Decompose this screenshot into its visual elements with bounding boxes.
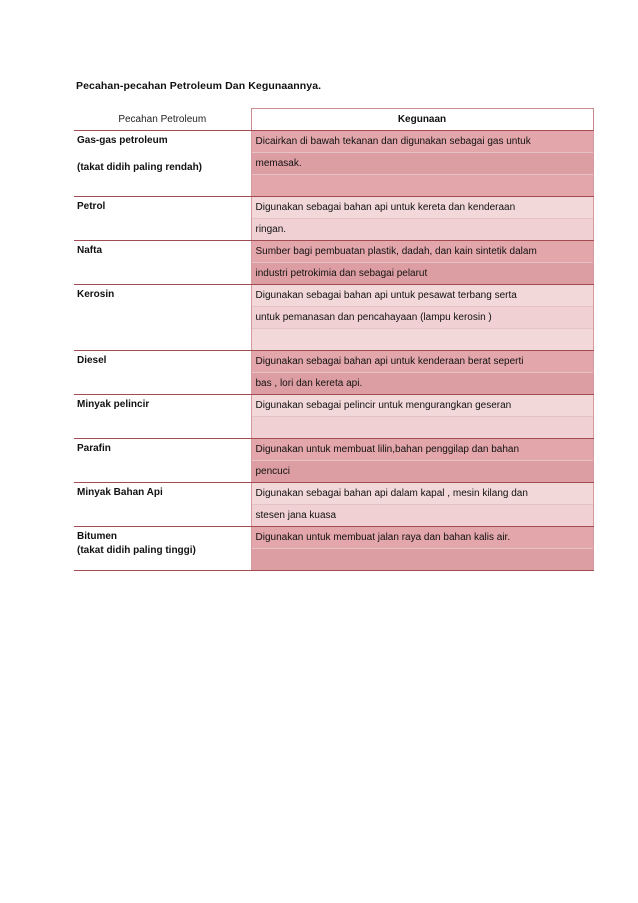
header-usage: Kegunaan [251,109,593,131]
fraction-name: Diesel [74,351,251,395]
usage-line: Digunakan untuk membuat lilin,bahan penggilap dan bahan [252,439,593,461]
table-row [74,285,593,351]
usage-line: pencuci [252,461,593,482]
fraction-usage [251,285,593,351]
usage-line: memasak. [252,153,593,175]
table-row [74,131,593,197]
usage-line: Digunakan sebagai bahan api untuk kenderaan berat seperti [252,351,593,373]
usage-line: industri petrokimia dan sebagai pelarut [252,263,593,284]
usage-line: bas , lori dan kereta api. [252,373,593,394]
fraction-name: Nafta [74,241,251,285]
usage-line [252,417,593,438]
fraction-name: Kerosin [74,285,251,351]
fraction-usage [251,439,593,483]
usage-line [252,549,593,570]
fraction-usage [251,395,593,439]
table-header-row [74,109,593,131]
petroleum-fractions-table [74,108,594,571]
usage-line: stesen jana kuasa [252,505,593,526]
usage-line: Digunakan sebagai bahan api untuk kereta dan kenderaan [252,197,593,219]
fraction-usage [251,197,593,241]
fraction-name: Petrol [74,197,251,241]
usage-line: Sumber bagi pembuatan plastik, dadah, dan kain sintetik dalam [252,241,593,263]
fraction-usage [251,131,593,197]
table-row [74,351,593,395]
table-row [74,483,593,527]
fraction-usage [251,241,593,285]
fraction-name: Minyak Bahan Api [74,483,251,527]
usage-line [252,329,593,350]
usage-line: untuk pemanasan dan pencahayaan (lampu kerosin ) [252,307,593,329]
page-title: Pecahan-pecahan Petroleum Dan Kegunaannya. [76,80,322,92]
usage-line: Digunakan sebagai bahan api untuk pesawat terbang serta [252,285,593,307]
fraction-name: Parafin [74,439,251,483]
fraction-name: Gas-gas petroleum (takat didih paling rendah) [74,131,251,197]
usage-line [252,175,593,196]
fraction-name: Bitumen (takat didih paling tinggi) [74,527,251,571]
usage-line: ringan. [252,219,593,240]
table-row [74,395,593,439]
table-row [74,439,593,483]
table-row [74,197,593,241]
fraction-name: Minyak pelincir [74,395,251,439]
table-body [74,131,593,571]
fraction-usage [251,351,593,395]
usage-line: Digunakan sebagai pelincir untuk mengurangkan geseran [252,395,593,417]
table-row [74,527,593,571]
usage-line: Digunakan untuk membuat jalan raya dan bahan kalis air. [252,527,593,549]
usage-line: Dicairkan di bawah tekanan dan digunakan sebagai gas untuk [252,131,593,153]
usage-line: Digunakan sebagai bahan api dalam kapal , mesin kilang dan [252,483,593,505]
fraction-usage [251,527,593,571]
table-row [74,241,593,285]
fraction-usage [251,483,593,527]
header-fraction: Pecahan Petroleum [118,113,207,125]
